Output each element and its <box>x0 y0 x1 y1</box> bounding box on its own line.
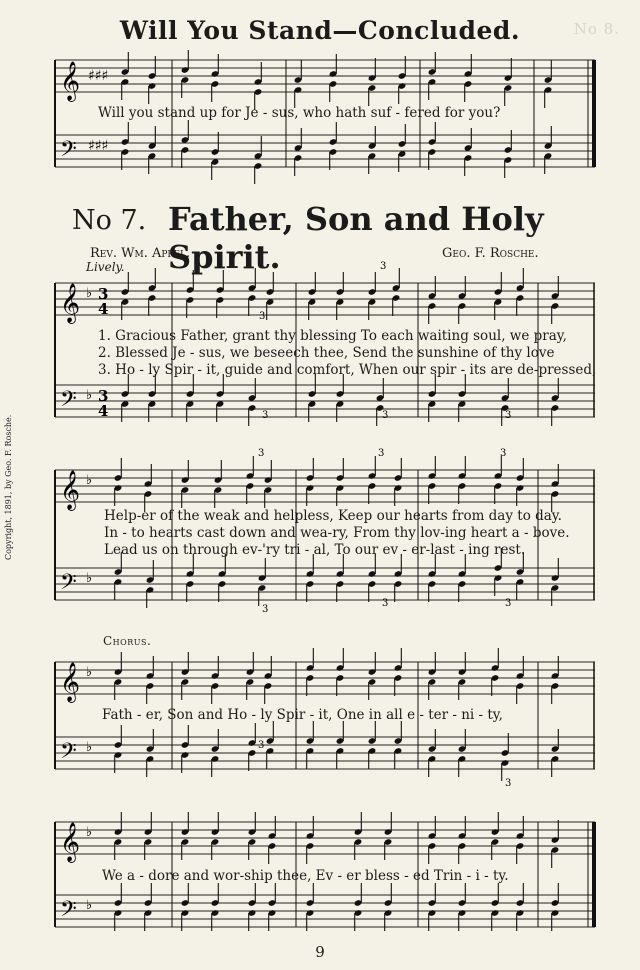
composer-credit: Geo. F. Rosche. <box>442 246 539 261</box>
ghost-show-through-text: No 8. <box>573 20 620 38</box>
triplet-mark: 3 <box>258 448 265 459</box>
verse2-lyric-line-1: Help-er of the weak and helpless, Keep our hearts from day to day. <box>104 508 562 524</box>
triplet-mark: 3 <box>505 598 512 609</box>
svg-text:♭: ♭ <box>86 286 93 301</box>
triplet-mark: 3 <box>262 604 269 615</box>
svg-text:𝄢: 𝄢 <box>60 387 77 417</box>
svg-text:3: 3 <box>98 285 109 303</box>
page-number: 9 <box>315 943 325 961</box>
svg-text:4: 4 <box>98 402 109 420</box>
author-credit: Rev. Wm. Appel. <box>90 246 191 261</box>
svg-text:3: 3 <box>98 387 109 405</box>
svg-text:♭: ♭ <box>86 388 93 403</box>
system1-lyric: Will you stand up for Je - sus, who hath suf - fered for you? <box>98 105 501 121</box>
svg-text:♭: ♭ <box>86 665 93 680</box>
svg-text:♭: ♭ <box>86 825 93 840</box>
triplet-mark: 3 <box>378 448 385 459</box>
svg-text:𝄞: 𝄞 <box>60 61 81 101</box>
triplet-mark: 3 <box>262 410 269 421</box>
svg-text:♭: ♭ <box>86 740 93 755</box>
tempo-marking: Lively. <box>86 260 125 274</box>
triplet-mark: 3 <box>259 311 266 322</box>
svg-text:𝄢: 𝄢 <box>60 739 77 769</box>
triplet-mark: 3 <box>505 778 512 789</box>
svg-text:𝄞: 𝄞 <box>60 822 81 862</box>
svg-text:♭: ♭ <box>86 473 93 488</box>
continuation-title: Will You Stand—Concluded. <box>119 16 521 45</box>
chorus-lyric-line-2: We a - dore and wor-ship thee, Ev - er bless - ed Trin - i - ty. <box>102 868 509 884</box>
verse2-lyric-line-3: Lead us on through ev-'ry tri - al, To our ev - er-last - ing rest. <box>104 542 526 558</box>
svg-text:♭: ♭ <box>86 898 93 913</box>
svg-text:𝄞: 𝄞 <box>60 283 81 323</box>
copyright-notice: Copyright, 1891, by Geo. F. Rosche. <box>4 414 13 560</box>
svg-text:𝄞: 𝄞 <box>60 662 81 702</box>
svg-text:♭: ♭ <box>86 571 93 586</box>
verse-lyric-line-3: 3. Ho - ly Spir - it, guide and comfort, When our spir - its are de-pressed, <box>98 362 597 378</box>
hymn-title: Father, Son and Holy Spirit. <box>168 200 544 276</box>
svg-text:𝄢: 𝄢 <box>60 137 77 167</box>
svg-text:𝄞: 𝄞 <box>60 470 81 510</box>
triplet-mark: 3 <box>380 261 387 272</box>
triplet-mark: 3 <box>382 598 389 609</box>
triplet-mark: 3 <box>382 410 389 421</box>
svg-text:𝄢: 𝄢 <box>60 897 77 927</box>
svg-text:♯♯♯: ♯♯♯ <box>88 68 109 84</box>
svg-text:4: 4 <box>98 300 109 318</box>
triplet-mark: 3 <box>500 448 507 459</box>
verse-lyric-line-1: 1. Gracious Father, grant thy blessing To each waiting soul, we pray, <box>98 328 567 344</box>
chorus-label: Chorus. <box>103 634 152 648</box>
chorus-lyric-line-1: Fath - er, Son and Ho - ly Spir - it, One in all e - ter - ni - ty, <box>102 707 503 723</box>
triplet-mark: 3 <box>505 410 512 421</box>
svg-text:𝄢: 𝄢 <box>60 570 77 600</box>
verse-lyric-line-2: 2. Blessed Je - sus, we beseech thee, Send the sunshine of thy love <box>98 345 555 361</box>
svg-text:♯♯♯: ♯♯♯ <box>88 138 109 154</box>
triplet-mark: 3 <box>258 740 265 751</box>
verse2-lyric-line-2: In - to hearts cast down and wea-ry, From thy lov-ing heart a - bove. <box>104 525 570 541</box>
hymn-number: No 7. <box>72 205 147 236</box>
